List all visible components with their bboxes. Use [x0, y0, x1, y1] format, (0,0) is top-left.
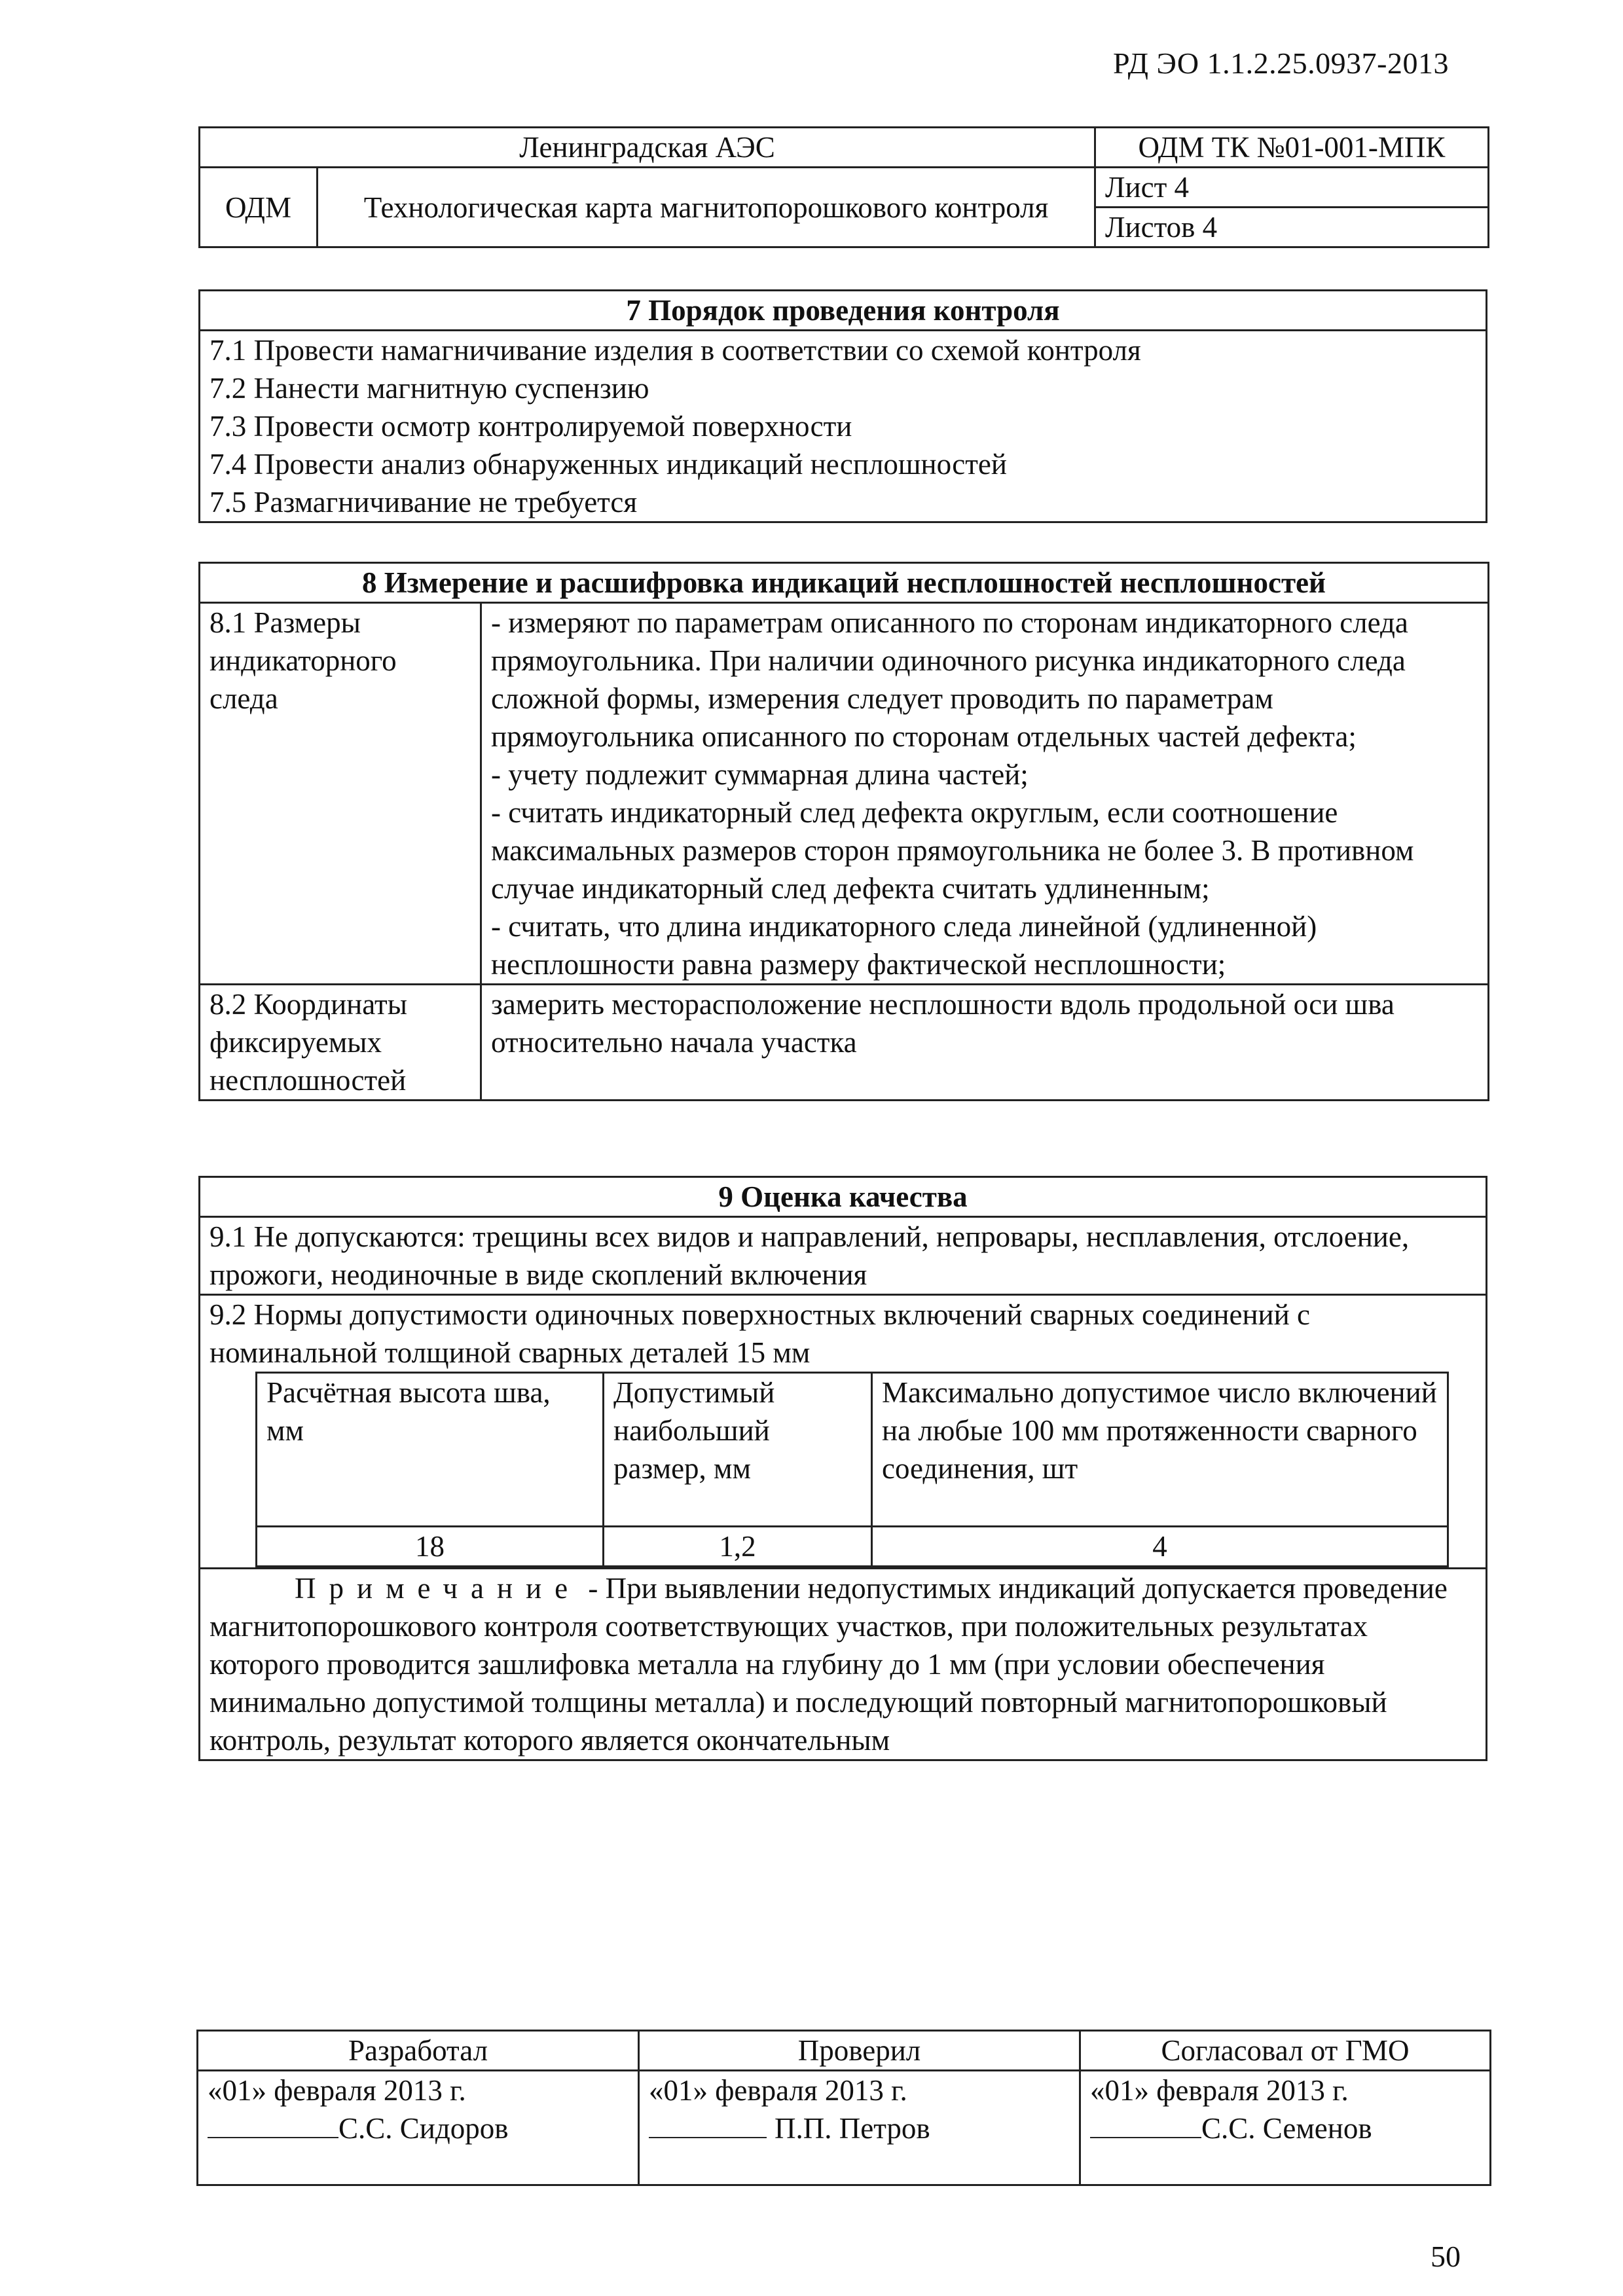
sec7-item: 7.2 Нанести магнитную суспензию	[210, 372, 649, 405]
section-8-title: 8 Измерение и расшифровка индикаций несплошностей несплошностей	[200, 563, 1489, 603]
signature-line	[1090, 2111, 1201, 2138]
row-8-1-paragraph: - считать, что длина индикаторного следа линейной (удлиненной) несплошности равна размеру фактической несплошности;	[491, 910, 1317, 981]
section-7-table	[198, 289, 1487, 523]
section-9-1: 9.1 Не допускаются: трещины всех видов и направлений, непровары, несплавления, отслоение, прожоги, неодиночные в виде скоплений включения	[200, 1217, 1487, 1295]
sheet-number: Лист 4	[1095, 168, 1489, 208]
signature-name: С.С. Сидоров	[338, 2112, 509, 2145]
row-8-1-paragraph: - измеряют по параметрам описанного по сторонам индикаторного следа прямоугольника. При наличии одиночного рисунка индикаторного следа сложной формы, измерения следует проводить по параметрам прямоугольника описанного по сторонам отдельных частей дефекта;	[491, 606, 1408, 753]
header-table	[198, 126, 1489, 248]
signature-developed	[198, 2071, 639, 2185]
section-7-items	[200, 331, 1487, 522]
signatures-table	[196, 2030, 1491, 2186]
section-8-table	[198, 562, 1489, 1101]
sheets-total: Листов 4	[1095, 208, 1489, 247]
section-9-note	[200, 1569, 1487, 1760]
signature-date: «01» февраля 2013 г.	[208, 2074, 466, 2107]
signature-checked	[639, 2071, 1080, 2185]
signature-date: «01» февраля 2013 г.	[1090, 2074, 1349, 2107]
signature-header: Согласовал от ГМО	[1080, 2031, 1491, 2071]
signature-header: Проверил	[639, 2031, 1080, 2071]
row-8-2-label: 8.2 Координаты фиксируемых несплошностей	[200, 985, 481, 1101]
norms-header: Максимально допустимое число включений на любые 100 мм протяженности сварного соединения, шт	[872, 1373, 1448, 1527]
norms-header: Допустимый наибольший размер, мм	[604, 1373, 872, 1527]
sec7-item: 7.5 Размагничивание не требуется	[210, 486, 638, 519]
section-9-title: 9 Оценка качества	[200, 1177, 1487, 1217]
signature-name: П.П. Петров	[775, 2112, 930, 2145]
organization-name: Ленинградская АЭС	[200, 128, 1095, 168]
document-title: Технологическая карта магнитопорошкового контроля	[318, 168, 1095, 247]
note-label: Примечание	[295, 1572, 581, 1605]
sec7-item: 7.4 Провести анализ обнаруженных индикаций несплошностей	[210, 448, 1007, 481]
row-8-2-text: замерить месторасположение несплошности вдоль продольной оси шва относительно начала участка	[481, 985, 1489, 1101]
norms-table	[255, 1372, 1449, 1567]
row-8-1-text	[481, 603, 1489, 985]
norms-value: 1,2	[604, 1527, 872, 1567]
section-9-table	[198, 1176, 1487, 1761]
sec7-item: 7.3 Провести осмотр контролируемой поверхности	[210, 410, 852, 443]
norms-value: 18	[257, 1527, 604, 1567]
signature-name: С.С. Семенов	[1201, 2112, 1372, 2145]
norms-header: Расчётная высота шва, мм	[257, 1373, 604, 1527]
signature-agreed	[1080, 2071, 1491, 2185]
note-text: - При выявлении недопустимых индикаций допускается проведение магнитопорошкового контроля соответствующих участков, при положительных результатах которого проводится зашлифовка металла на глубину до 1 мм (при условии обеспечения минимально допустимой толщины металла) и последующий повторный магнитопорошковый контроль, результат которого является окончательным	[210, 1572, 1448, 1757]
page-number: 50	[1431, 2240, 1461, 2273]
row-8-1-paragraph: - учету подлежит суммарная длина частей;	[491, 758, 1029, 791]
sec7-item: 7.1 Провести намагничивание изделия в соответствии со схемой контроля	[210, 334, 1141, 367]
row-8-1-label: 8.1 Размеры индикаторного следа	[200, 603, 481, 985]
document-id: ОДМ ТК №01-001-МПК	[1095, 128, 1489, 168]
signature-line	[208, 2111, 338, 2138]
norms-value: 4	[872, 1527, 1448, 1567]
section-9-2-text: 9.2 Нормы допустимости одиночных поверхностных включений сварных соединений с номинальной толщиной сварных деталей 15 мм	[210, 1298, 1310, 1369]
signature-header: Разработал	[198, 2031, 639, 2071]
document-code: РД ЭО 1.1.2.25.0937-2013	[1113, 46, 1449, 80]
section-9-2	[200, 1295, 1487, 1569]
signature-line	[649, 2111, 767, 2138]
odm-label: ОДМ	[200, 168, 318, 247]
row-8-1-paragraph: - считать индикаторный след дефекта округлым, если соотношение максимальных размеров сторон прямоугольника не более 3. В противном случае индикаторный след дефекта считать удлиненным;	[491, 796, 1414, 905]
section-7-title: 7 Порядок проведения контроля	[200, 291, 1487, 331]
signature-date: «01» февраля 2013 г.	[649, 2074, 907, 2107]
